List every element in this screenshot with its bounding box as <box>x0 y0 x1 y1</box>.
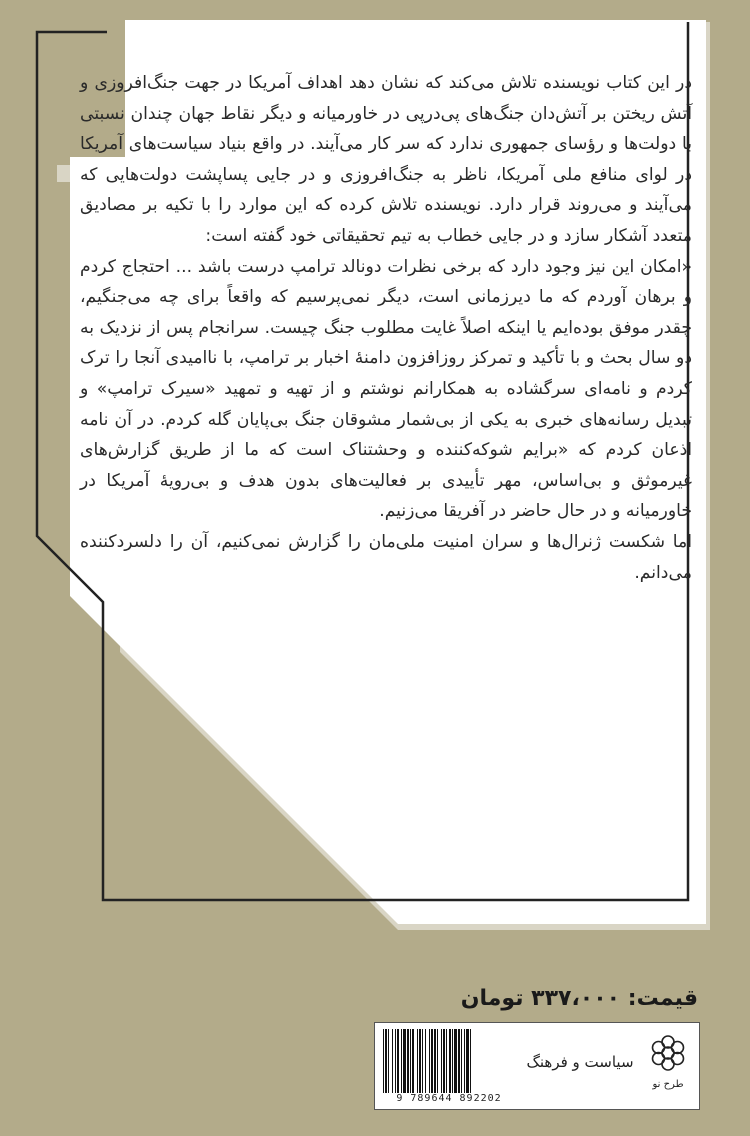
barcode-bar <box>437 1029 438 1093</box>
barcode-bar <box>461 1029 462 1093</box>
barcode <box>379 1029 519 1093</box>
barcode-bar <box>392 1029 393 1093</box>
barcode-bar <box>429 1029 430 1093</box>
barcode-bar <box>410 1029 411 1093</box>
barcode-bar <box>446 1029 447 1093</box>
info-box <box>374 1022 700 1110</box>
closing-paragraph: اما شکست ژنرال‌ها و سران امنیت ملی‌مان را گزارش نمی‌کنیم، آن را دلسردکننده می‌دانم. <box>80 531 692 583</box>
publisher-name: طرح نو <box>652 1079 684 1090</box>
barcode-bar <box>470 1029 471 1093</box>
price-amount: ۳۳۷،۰۰۰ <box>531 986 621 1011</box>
price-currency: تومان <box>460 986 524 1011</box>
barcode-bar <box>385 1029 387 1093</box>
publisher-logo <box>645 1031 691 1101</box>
barcode-bar <box>452 1029 453 1093</box>
barcode-bar <box>458 1029 460 1093</box>
barcode-bar <box>466 1029 469 1093</box>
barcode-bar <box>434 1029 436 1093</box>
intro-paragraph: در این کتاب نویسنده تلاش می‌کند که نشان دهد اهداف آمریکا در جهت جنگ‌افروزی و آتش ریختن بر آتش‌دان جنگ‌های پی‌درپی در خاورمیانه و دیگر نقاط جهان چندان نسبتی با دولت‌ها و رؤسای جمهوری ندارد که سر کار می‌آیند. در واقع بنیاد سیاست‌های آمریکا در لوای منافع ملی آمریکا، ناظر به جنگ‌افروزی و در جایی پساپشت دولت‌هایی که می‌آیند و می‌روند قرار دارد. نویسنده تلاش کرده که این موارد را با تکیه بر مصادیق متعدد آشکار سازد و در جایی خطاب به تیم تحقیقاتی خود گفته است: <box>80 73 692 246</box>
barcode-bar <box>464 1029 465 1093</box>
series-label: سیاست و فرهنگ <box>526 1053 634 1071</box>
price-label <box>461 986 698 1011</box>
barcode-bar <box>425 1029 426 1093</box>
barcode-bar <box>407 1029 409 1093</box>
publisher-rosette-icon <box>653 1036 684 1070</box>
barcode-bar <box>388 1029 389 1093</box>
barcode-bar <box>417 1029 418 1093</box>
barcode-bar <box>454 1029 457 1093</box>
barcode-bar <box>431 1029 433 1093</box>
barcode-number: 9 789644 892202 <box>396 1093 502 1104</box>
barcode-bar <box>449 1029 451 1093</box>
quote-paragraph: «امکان این نیز وجود دارد که برخی نظرات دونالد ترامپ درست باشد ... احتجاج کردم و برهان آوردم که ما دیرزمانی است، دیگر نمی‌پرسیم که واقعاً برای چه می‌جنگیم، چقدر موفق بوده‌ایم یا اینکه اصلاً غایت مطلوب جنگ چیست. سرانجام پس از نزدیک به دو سال بحث و با تأکید و تمرکز روزافزون دامنهٔ اخبار بر ترامپ، با ناامیدی آنجا را ترک کردم و نامه‌ای سرگشاده به همکارانم نوشتم و از تهیه و تمهید «سیرک ترامپ» و تبدیل رسانه‌های خبری به یکی از بی‌شمار مشوقان جنگ بی‌پایان گله کردم. در آن نامه اذعان کردم که «برایم شوکه‌کننده و وحشتناک است که ما از طریق گزارش‌های غیرموثق و بی‌اساس، مهر تأییدی بر فعالیت‌های بدون هدف و بی‌رویهٔ آمریکا در خاورمیانه و در حال حاضر در آفریقا می‌زنیم. <box>80 256 692 522</box>
barcode-bar <box>401 1029 402 1093</box>
barcode-bar <box>403 1029 406 1093</box>
barcode-bar <box>441 1029 442 1093</box>
barcode-bar <box>397 1029 399 1093</box>
price-prefix: قیمت: <box>627 986 698 1011</box>
barcode-bar <box>419 1029 421 1093</box>
barcode-bar <box>422 1029 423 1093</box>
barcode-bar <box>443 1029 445 1093</box>
back-cover-text <box>80 68 692 588</box>
barcode-bar <box>412 1029 414 1093</box>
barcode-bar <box>395 1029 396 1093</box>
barcode-bar <box>383 1029 384 1093</box>
